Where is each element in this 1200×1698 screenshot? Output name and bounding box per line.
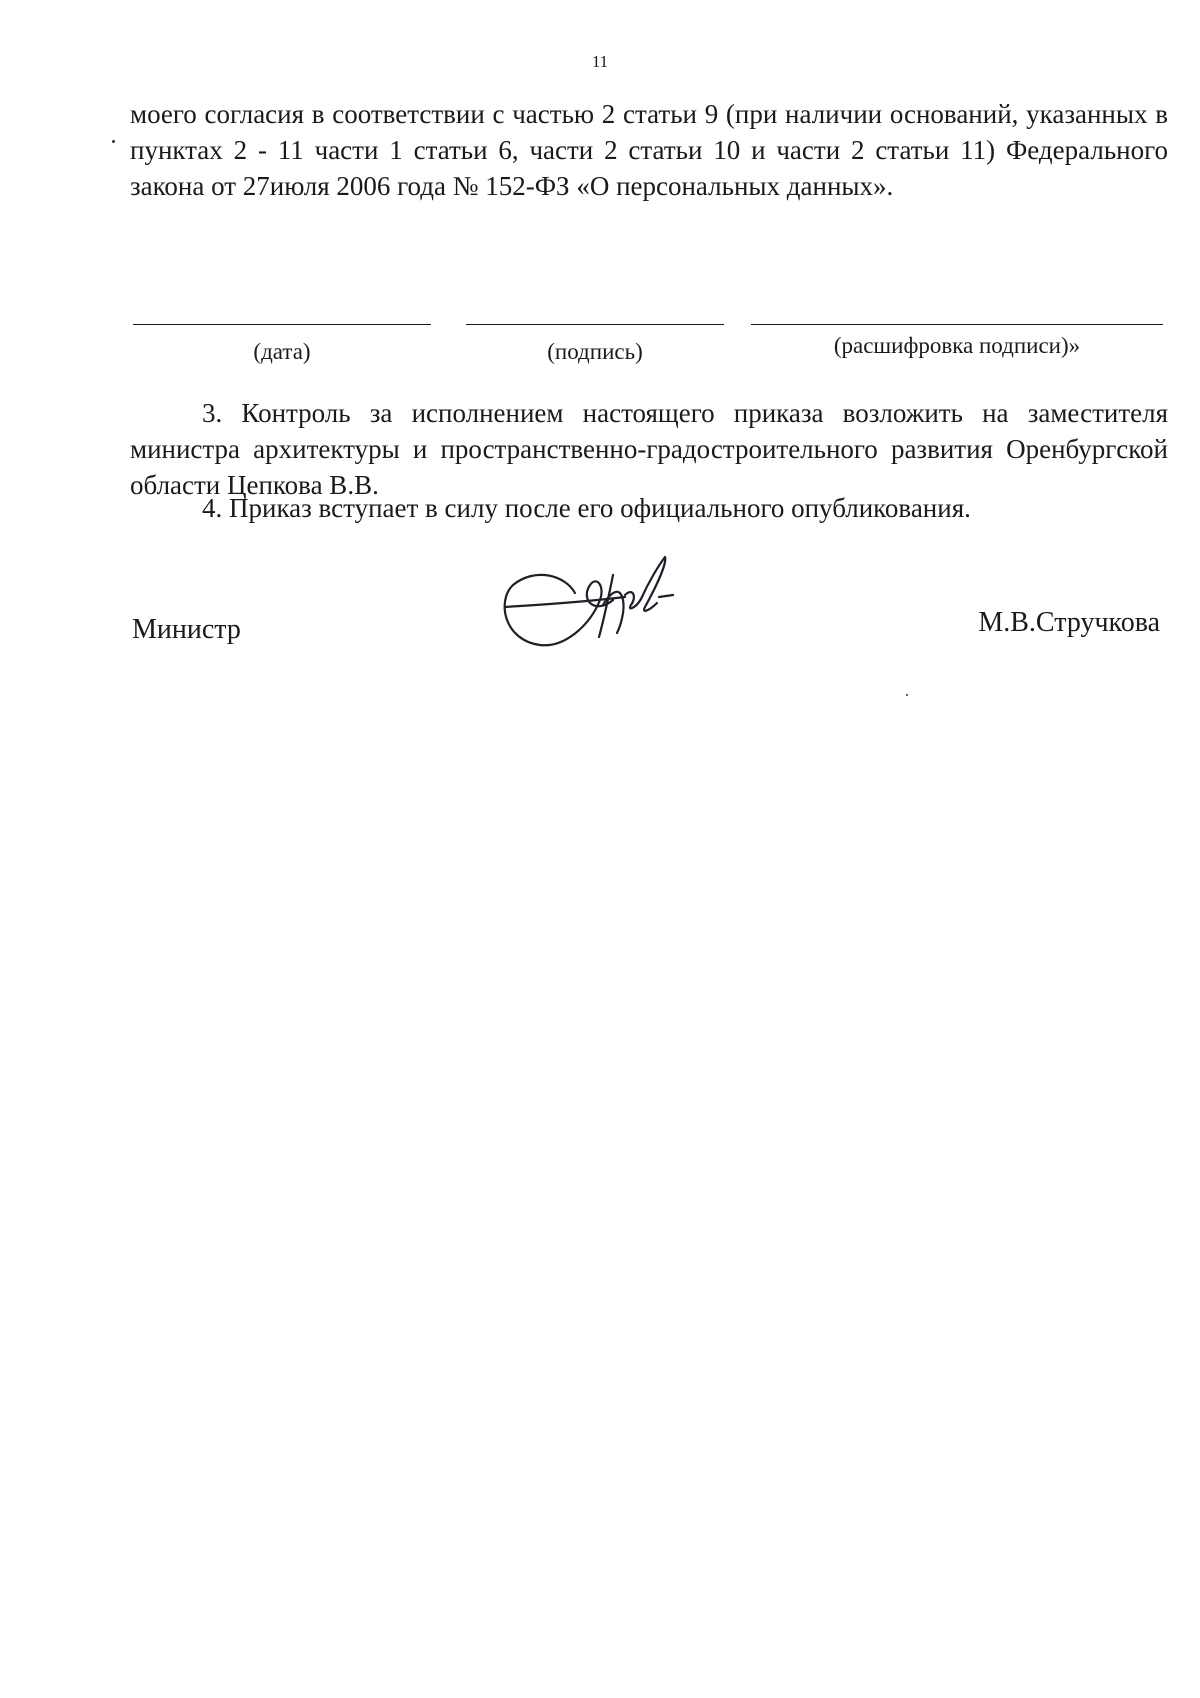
- page-number: 11: [591, 52, 609, 71]
- signatory-name: М.В.Стручкова: [978, 607, 1160, 638]
- date-line: [133, 324, 431, 325]
- scan-speck: [112, 140, 115, 143]
- signature-line: [466, 324, 724, 325]
- consent-paragraph: моего согласия в соответствии с частью 2 статьи 9 (при наличии оснований, указанных в пунктах 2 - 11 части 1 статьи 6, части 2 статьи 10 и части 2 статьи 11) Федерального закона от 27июля 2006 года № 152-ФЗ «О персональных данных».: [130, 99, 1168, 201]
- signatory-role: Министр: [132, 614, 241, 645]
- scan-speck: [906, 694, 908, 696]
- date-caption: (дата): [253, 339, 311, 364]
- signature-caption: (подпись): [547, 339, 643, 364]
- signature-decode-caption: (расшифровка подписи)»: [833, 333, 1081, 358]
- clause-4-paragraph: 4. Приказ вступает в силу после его официального опубликования.: [202, 493, 971, 523]
- handwritten-signature-icon: [495, 545, 695, 655]
- signature-decode-line: [751, 324, 1163, 325]
- clause-3-paragraph: 3. Контроль за исполнением настоящего приказа возложить на заместителя министра архитектуры и пространственно-градостроительного развития Оренбургской области Цепкова В.В.: [130, 398, 1168, 500]
